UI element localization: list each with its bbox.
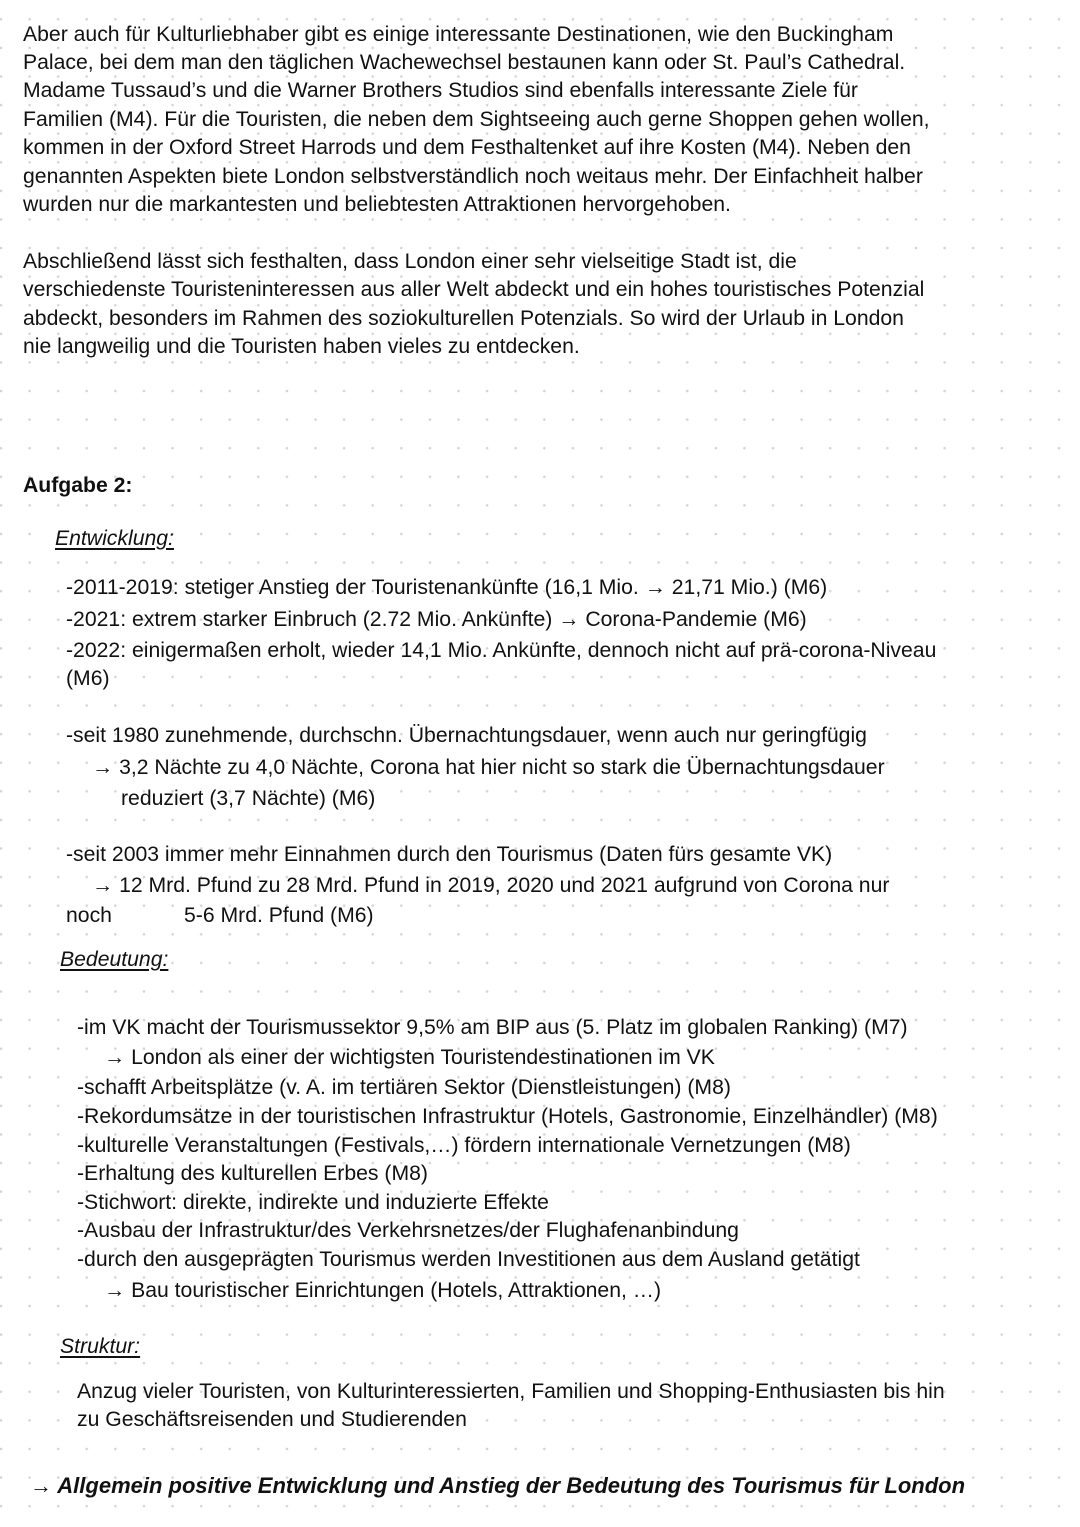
text-line: nie langweilig und die Touristen haben vieles zu entdecken.: [23, 335, 580, 358]
list-subitem: → 12 Mrd. Pfund zu 28 Mrd. Pfund in 2019, 2020 und 2021 aufgrund von Corona nur: [92, 874, 890, 897]
list-item-continuation: 5-6 Mrd. Pfund (M6): [184, 904, 374, 927]
task-title: Aufgabe 2:: [23, 474, 133, 497]
section-heading: Bedeutung:: [60, 948, 169, 971]
list-item: -Ausbau der Infrastruktur/des Verkehrsnetzes/der Flughafenanbindung: [77, 1219, 739, 1242]
text-line: Familien (M4). Für die Touristen, die neben dem Sightseeing auch gerne Shoppen gehen wollen,: [23, 108, 930, 131]
text-line: Abschließend lässt sich festhalten, dass London einer sehr vielseitige Stadt ist, die: [23, 250, 797, 273]
text-line: kommen in der Oxford Street Harrods und dem Festhaltenket auf ihre Kosten (M4). Neben den: [23, 136, 911, 159]
text-line: Palace, bei dem man den täglichen Wachewechsel bestaunen kann oder St. Paul’s Cathedral.: [23, 51, 906, 74]
list-item: -im VK macht der Tourismussektor 9,5% am BIP aus (5. Platz im globalen Ranking) (M7): [77, 1016, 908, 1039]
text-line: abdeckt, besonders im Rahmen des soziokulturellen Potenzials. So wird der Urlaub in London: [23, 307, 904, 330]
list-item: -kulturelle Veranstaltungen (Festivals,…) fördern internationale Vernetzungen (M8): [77, 1134, 851, 1157]
text-line: Anzug vieler Touristen, von Kulturinteressierten, Familien und Shopping-Enthusiasten bis hin: [77, 1380, 945, 1403]
text-line: Madame Tussaud’s und die Warner Brothers Studios sind ebenfalls interessante Ziele für: [23, 79, 858, 102]
list-subitem: → Bau touristischer Einrichtungen (Hotels, Attraktionen, …): [104, 1279, 662, 1302]
conclusion-statement: → Allgemein positive Entwicklung und Anstieg der Bedeutung des Tourismus für London: [30, 1473, 966, 1498]
text-line: wurden nur die markantesten und beliebtesten Attraktionen hervorgehoben.: [23, 193, 731, 216]
list-item-continuation: reduziert (3,7 Nächte) (M6): [121, 787, 376, 810]
list-item: -2022: einigermaßen erholt, wieder 14,1 Mio. Ankünfte, dennoch nicht auf prä-corona-Niveau: [66, 639, 937, 662]
text-line: genannten Aspekten biete London selbstverständlich noch weitaus mehr. Der Einfachheit halber: [23, 165, 923, 188]
list-item: -Stichwort: direkte, indirekte und induzierte Effekte: [77, 1191, 549, 1214]
list-subitem: → 3,2 Nächte zu 4,0 Nächte, Corona hat hier nicht so stark die Übernachtungsdauer: [92, 756, 885, 779]
list-item: -seit 1980 zunehmende, durchschn. Übernachtungsdauer, wenn auch nur geringfügig: [66, 724, 867, 747]
list-item: -seit 2003 immer mehr Einnahmen durch den Tourismus (Daten fürs gesamte VK): [66, 843, 833, 866]
list-item: -durch den ausgeprägten Tourismus werden Investitionen aus dem Ausland getätigt: [77, 1248, 860, 1271]
list-item: -Rekordumsätze in der touristischen Infrastruktur (Hotels, Gastronomie, Einzelhändler) (M8): [77, 1105, 938, 1128]
list-item: -2021: extrem starker Einbruch (2.72 Mio. Ankünfte) → Corona-Pandemie (M6): [66, 608, 807, 631]
list-item: -2011-2019: stetiger Anstieg der Touristenankünfte (16,1 Mio. → 21,71 Mio.) (M6): [66, 576, 828, 599]
list-subitem: → London als einer der wichtigsten Touristendestinationen im VK: [104, 1046, 715, 1069]
list-item-continuation: (M6): [66, 667, 110, 690]
list-item: -schafft Arbeitsplätze (v. A. im tertiären Sektor (Dienstleistungen) (M8): [77, 1076, 731, 1099]
text-line: verschiedenste Touristeninteressen aus aller Welt abdeckt und ein hohes touristisches Potenzial: [23, 278, 925, 301]
section-heading: Struktur:: [60, 1335, 141, 1358]
list-item-continuation: noch: [66, 904, 112, 927]
text-line: Aber auch für Kulturliebhaber gibt es einige interessante Destinationen, wie den Buckingham: [23, 23, 894, 46]
text-line: zu Geschäftsreisenden und Studierenden: [77, 1408, 467, 1431]
list-item: -Erhaltung des kulturellen Erbes (M8): [77, 1162, 428, 1185]
section-heading: Entwicklung:: [55, 527, 174, 550]
